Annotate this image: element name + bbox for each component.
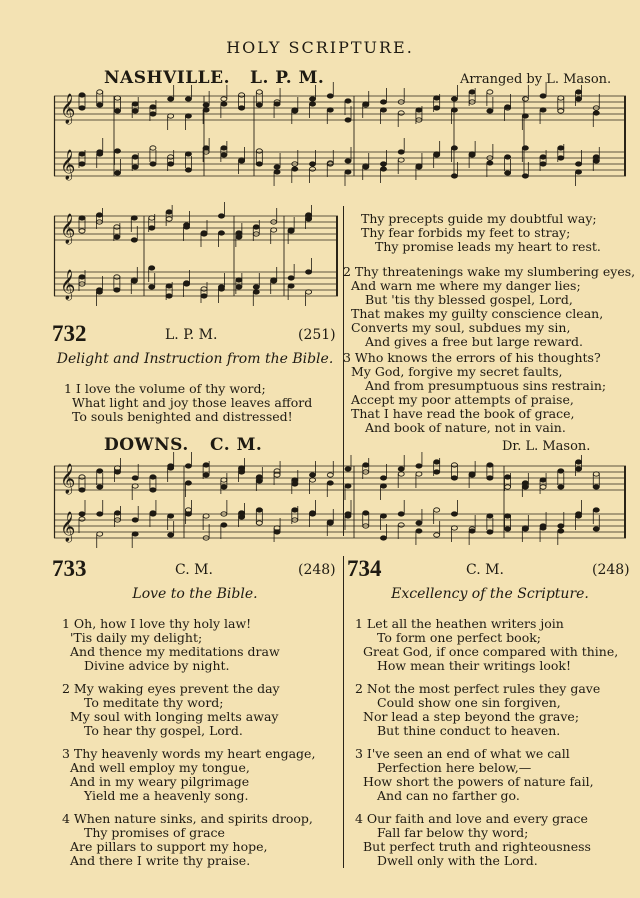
hymn-734-stanza-3	[355, 747, 594, 803]
tune-name-downs: DOWNS.	[104, 435, 189, 455]
stanza-line: 4 When nature sinks, and spirits droop,	[62, 811, 313, 826]
hymn-ref-732: (251)	[298, 327, 336, 343]
stanza-line: But 'tis thy blessed gospel, Lord,	[365, 292, 573, 307]
stanza-line: Accept my poor attempts of praise,	[351, 392, 574, 407]
hymn-ref-734: (248)	[592, 562, 630, 578]
stanza-line: But perfect truth and righteousness	[363, 839, 591, 854]
stanza-line: And warn me where my danger lies;	[351, 278, 581, 293]
hymn-title-734: Excellency of the Scripture.	[391, 586, 589, 602]
svg-text:𝄞: 𝄞	[60, 464, 76, 494]
hymn-732-stanza-3	[343, 351, 606, 435]
stanza-line: To souls benighted and distressed!	[72, 409, 293, 424]
stanza-line: 2 Thy threatenings wake my slumbering eyes,	[343, 264, 636, 279]
stanza-line: And from presumptuous sins restrain;	[365, 378, 607, 393]
hymn-number-732: 732	[52, 321, 87, 346]
stanza-line: To hear thy gospel, Lord.	[84, 723, 243, 738]
stanza-line: Great God, if once compared with thine,	[363, 644, 619, 659]
hymn-733-stanza-1	[62, 617, 280, 673]
hymn-733-stanza-3	[62, 747, 315, 803]
stanza-line: Converts my soul, subdues my sin,	[351, 320, 571, 335]
stanza-line: Perfection here below,—	[377, 760, 532, 775]
page-header: HOLY SCRIPTURE.	[226, 38, 414, 57]
hymn-734-stanza-1	[355, 617, 618, 673]
stanza-line: And gives a free but large reward.	[365, 334, 584, 349]
stanza-line: Thy precepts guide my doubtful way;	[361, 211, 597, 226]
stanza-line: 2 Not the most perfect rules they gave	[355, 681, 601, 696]
stanza-line: And thence my meditations draw	[70, 644, 280, 659]
music-system-downs	[54, 458, 626, 548]
stanza-line: Thy promises of grace	[84, 825, 225, 840]
hymn-733-stanza-2	[62, 682, 280, 738]
stanza-line: And there I write thy praise.	[70, 853, 251, 868]
music-system-nashville-2	[54, 208, 338, 318]
hymn-ref-733: (248)	[298, 562, 336, 578]
stanza-line: 3 Thy heavenly words my heart engage,	[62, 746, 316, 761]
stanza-line: 'Tis daily my delight;	[70, 630, 203, 645]
stanza-line: 2 My waking eyes prevent the day	[62, 681, 280, 696]
svg-text:𝄞: 𝄞	[60, 512, 76, 542]
stanza-line: That I have read the book of grace,	[351, 406, 575, 421]
stanza-line: To form one perfect book;	[377, 630, 542, 645]
stanza-line: To meditate thy word;	[84, 695, 224, 710]
stanza-line: 3 I've seen an end of what we call	[355, 746, 570, 761]
hymn-meter-732: L. P. M.	[165, 327, 218, 343]
hymn-number-733: 733	[52, 556, 87, 581]
stanza-line: 1 Oh, how I love thy holy law!	[62, 616, 252, 631]
tune-meter-downs: C. M.	[210, 435, 263, 455]
stanza-line: 1 Let all the heathen writers join	[355, 616, 564, 631]
stanza-line: Thy fear forbids my feet to stray;	[361, 225, 571, 240]
svg-text:𝄞: 𝄞	[60, 270, 76, 300]
stanza-line: What light and joy those leaves afford	[72, 395, 313, 410]
svg-text:𝄞: 𝄞	[60, 150, 76, 180]
stanza-line: Dwell only with the Lord.	[377, 853, 538, 868]
stanza-line: That makes my guilty conscience clean,	[351, 306, 604, 321]
stanza-line: Nor lead a step beyond the grave;	[363, 709, 580, 724]
hymn-733-stanza-4	[62, 812, 313, 868]
stanza-line: Yield me a heavenly song.	[84, 788, 249, 803]
stanza-line: 3 Who knows the errors of his thoughts?	[343, 350, 601, 365]
stanza-line: Fall far below thy word;	[377, 825, 529, 840]
hymn-732-stanza-1	[64, 382, 312, 424]
stanza-line: And can no farther go.	[377, 788, 520, 803]
hymn-732-stanza-1-cont	[353, 212, 601, 254]
stanza-line: Could show one sin forgiven,	[377, 695, 561, 710]
stanza-line: But thine conduct to heaven.	[377, 723, 561, 738]
stanza-line: How mean their writings look!	[377, 658, 572, 673]
stanza-line: Divine advice by night.	[84, 658, 230, 673]
hymn-732-stanza-2	[343, 265, 635, 349]
tune-composer-nashville: Arranged by L. Mason.	[460, 72, 612, 87]
hymn-meter-734: C. M.	[466, 562, 504, 578]
svg-text:𝄞: 𝄞	[60, 214, 76, 244]
tune-name-nashville: NASHVILLE.	[104, 68, 230, 88]
stanza-line: How short the powers of nature fail,	[363, 774, 594, 789]
tune-composer-downs: Dr. L. Mason.	[502, 439, 591, 454]
stanza-line: 4 Our faith and love and every grace	[355, 811, 588, 826]
stanza-line: My God, forgive my secret faults,	[351, 364, 563, 379]
music-system-nashville-1	[54, 88, 626, 198]
hymn-title-733: Love to the Bible.	[132, 586, 258, 602]
stanza-line: Are pillars to support my hope,	[70, 839, 268, 854]
hymn-734-stanza-4	[355, 812, 591, 868]
hymn-meter-733: C. M.	[175, 562, 213, 578]
svg-text:𝄞: 𝄞	[60, 94, 76, 124]
column-divider-bottom	[343, 556, 344, 868]
stanza-line: And book of nature, not in vain.	[365, 420, 566, 435]
stanza-line: Thy promise leads my heart to rest.	[375, 239, 601, 254]
hymn-734-stanza-2	[355, 682, 600, 738]
stanza-line: And in my weary pilgrimage	[70, 774, 250, 789]
stanza-line: And well employ my tongue,	[70, 760, 250, 775]
hymn-number-734: 734	[347, 556, 382, 581]
tune-meter-nashville: L. P. M.	[250, 68, 325, 88]
hymn-title-732: Delight and Instruction from the Bible.	[56, 351, 334, 367]
stanza-line: 1 I love the volume of thy word;	[64, 381, 266, 396]
stanza-line: My soul with longing melts away	[70, 709, 279, 724]
